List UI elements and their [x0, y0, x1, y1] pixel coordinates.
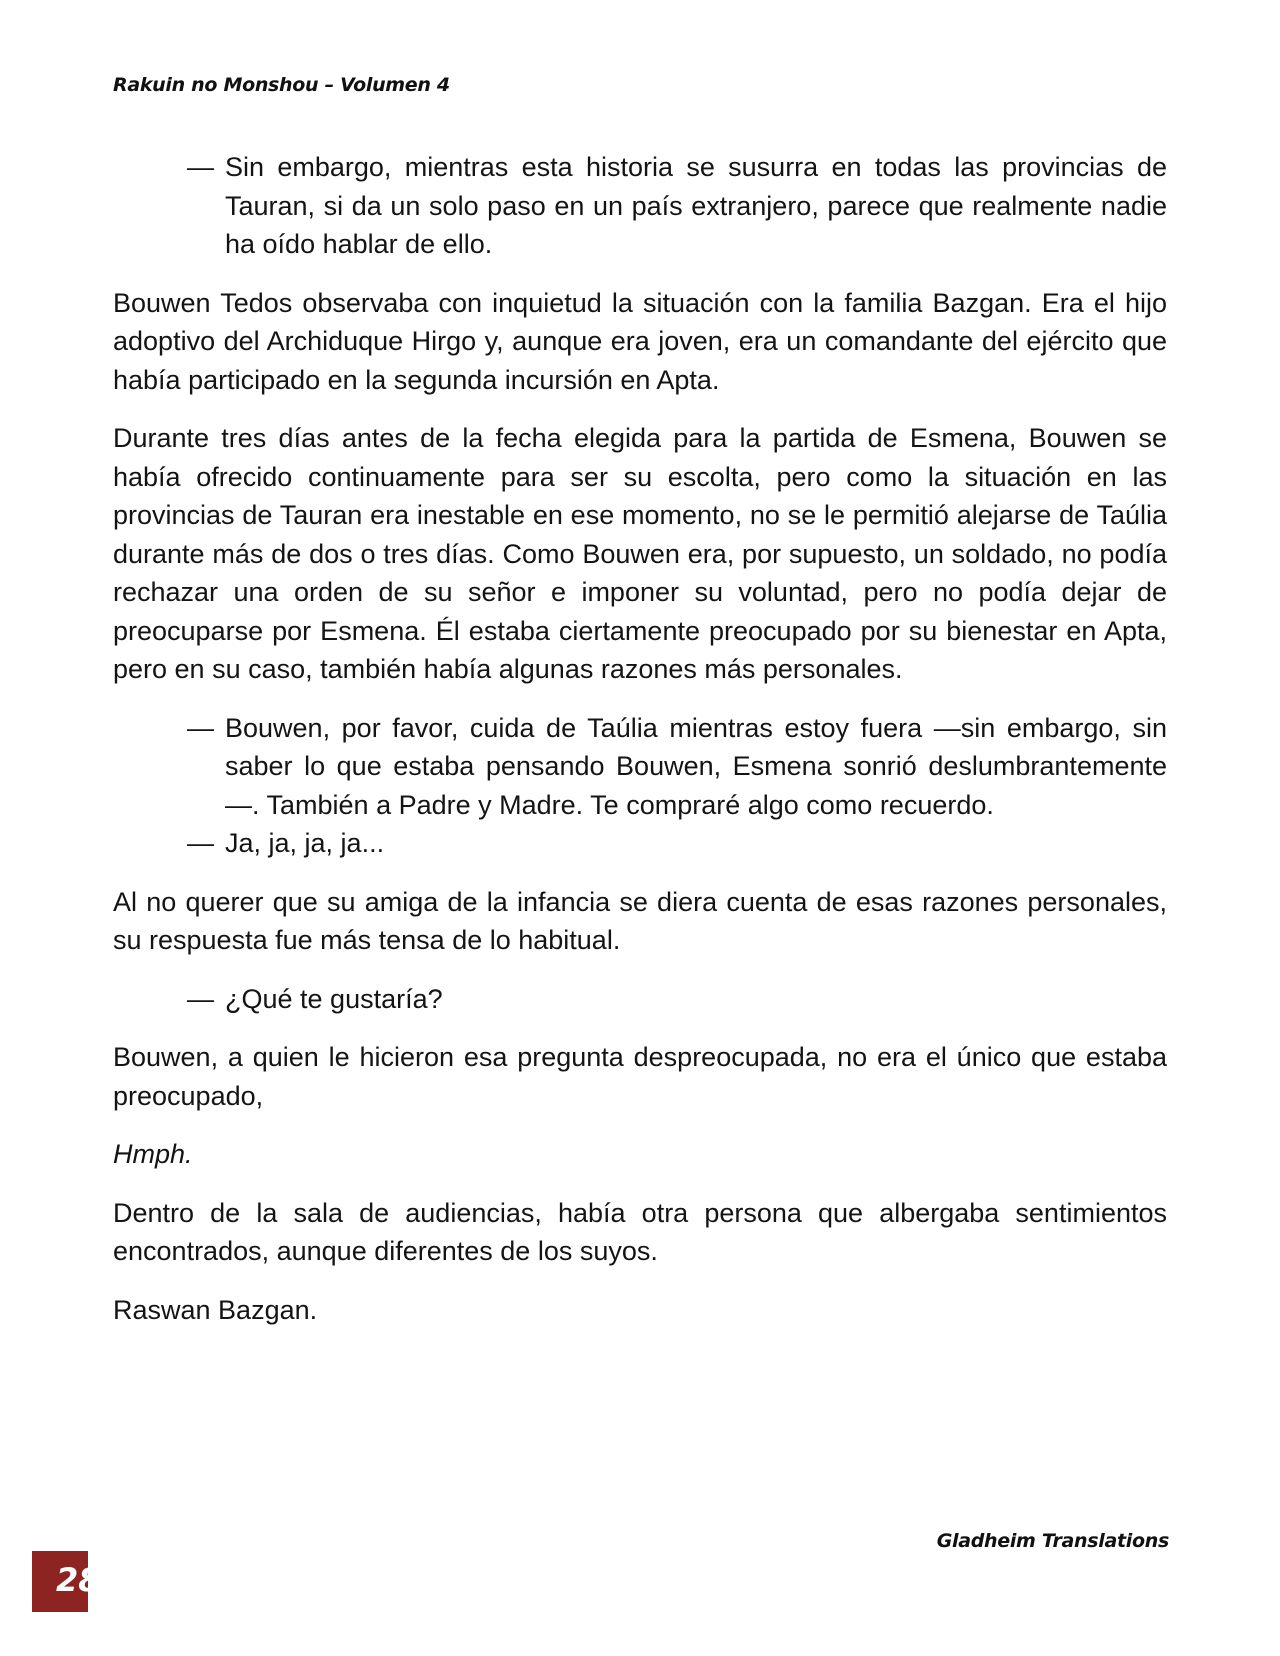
- paragraph: Al no querer que su amiga de la infancia se diera cuenta de esas razones personales, su respuesta fue más tensa de lo habitual.: [113, 886, 1167, 955]
- paragraph: Dentro de la sala de audiencias, había otra persona que albergaba sentimientos encontrados, aunque diferentes de los suyos.: [113, 1197, 1167, 1266]
- dialogue-line: [113, 709, 1167, 825]
- dialogue-text: Ja, ja, ja, ja...: [225, 828, 385, 858]
- dialogue-block-2: [113, 709, 1167, 863]
- paragraph-italic: Hmph.: [113, 1139, 193, 1169]
- dialogue-line: [113, 980, 1167, 1019]
- dialogue-block-3: [113, 980, 1167, 1019]
- dialogue-line: [113, 824, 1167, 863]
- dialogue-dash: —: [187, 152, 214, 182]
- footer-credit: Gladheim Translations: [936, 1530, 1169, 1552]
- paragraph: Durante tres días antes de la fecha elegida para la partida de Esmena, Bouwen se había ofrecido continuamente para ser su escolta, pero como la situación en las provincias de Tauran era inestable en ese momento, no se le permitió alejarse de Taúlia durante más de dos o tres días. Como Bouwen era, por supuesto, un soldado, no podía rechazar una orden de su señor e imponer su voluntad, pero no podía dejar de preocuparse por Esmena. Él estaba ciertamente preocupado por su bienestar en Apta, pero en su caso, también había algunas razones más personales.: [113, 423, 1167, 684]
- dialogue-dash: —: [187, 828, 214, 858]
- dialogue-text: ¿Qué te gustaría?: [225, 983, 443, 1014]
- page-body: [113, 148, 1167, 1349]
- running-header: Rakuin no Monshou – Volumen 4: [113, 74, 450, 96]
- page-number-rule: [32, 1609, 88, 1612]
- dialogue-dash: —: [187, 712, 214, 743]
- page-number: 28: [56, 1561, 101, 1599]
- page-number-badge: [32, 1551, 101, 1609]
- dialogue-text: Bouwen, por favor, cuida de Taúlia mientras estoy fuera —sin embargo, sin saber lo que estaba pensando Bouwen, Esmena sonrió deslumbrantemente—. También a Padre y Madre. Te compraré algo como recuerdo.: [225, 712, 1167, 820]
- dialogue-dash: —: [187, 983, 214, 1014]
- paragraph: Bouwen Tedos observaba con inquietud la situación con la familia Bazgan. Era el hijo adoptivo del Archiduque Hirgo y, aunque era joven, era un comandante del ejército que había participado en la segunda incursión en Apta.: [113, 287, 1167, 395]
- dialogue-block-1: [113, 148, 1167, 264]
- dialogue-line: [113, 148, 1167, 264]
- dialogue-text: Sin embargo, mientras esta historia se susurra en todas las provincias de Tauran, si da un solo paso en un país extranjero, parece que realmente nadie ha oído hablar de ello.: [225, 152, 1167, 259]
- paragraph: Bouwen, a quien le hicieron esa pregunta despreocupada, no era el único que estaba preocupado,: [113, 1042, 1167, 1111]
- paragraph: Raswan Bazgan.: [113, 1294, 318, 1325]
